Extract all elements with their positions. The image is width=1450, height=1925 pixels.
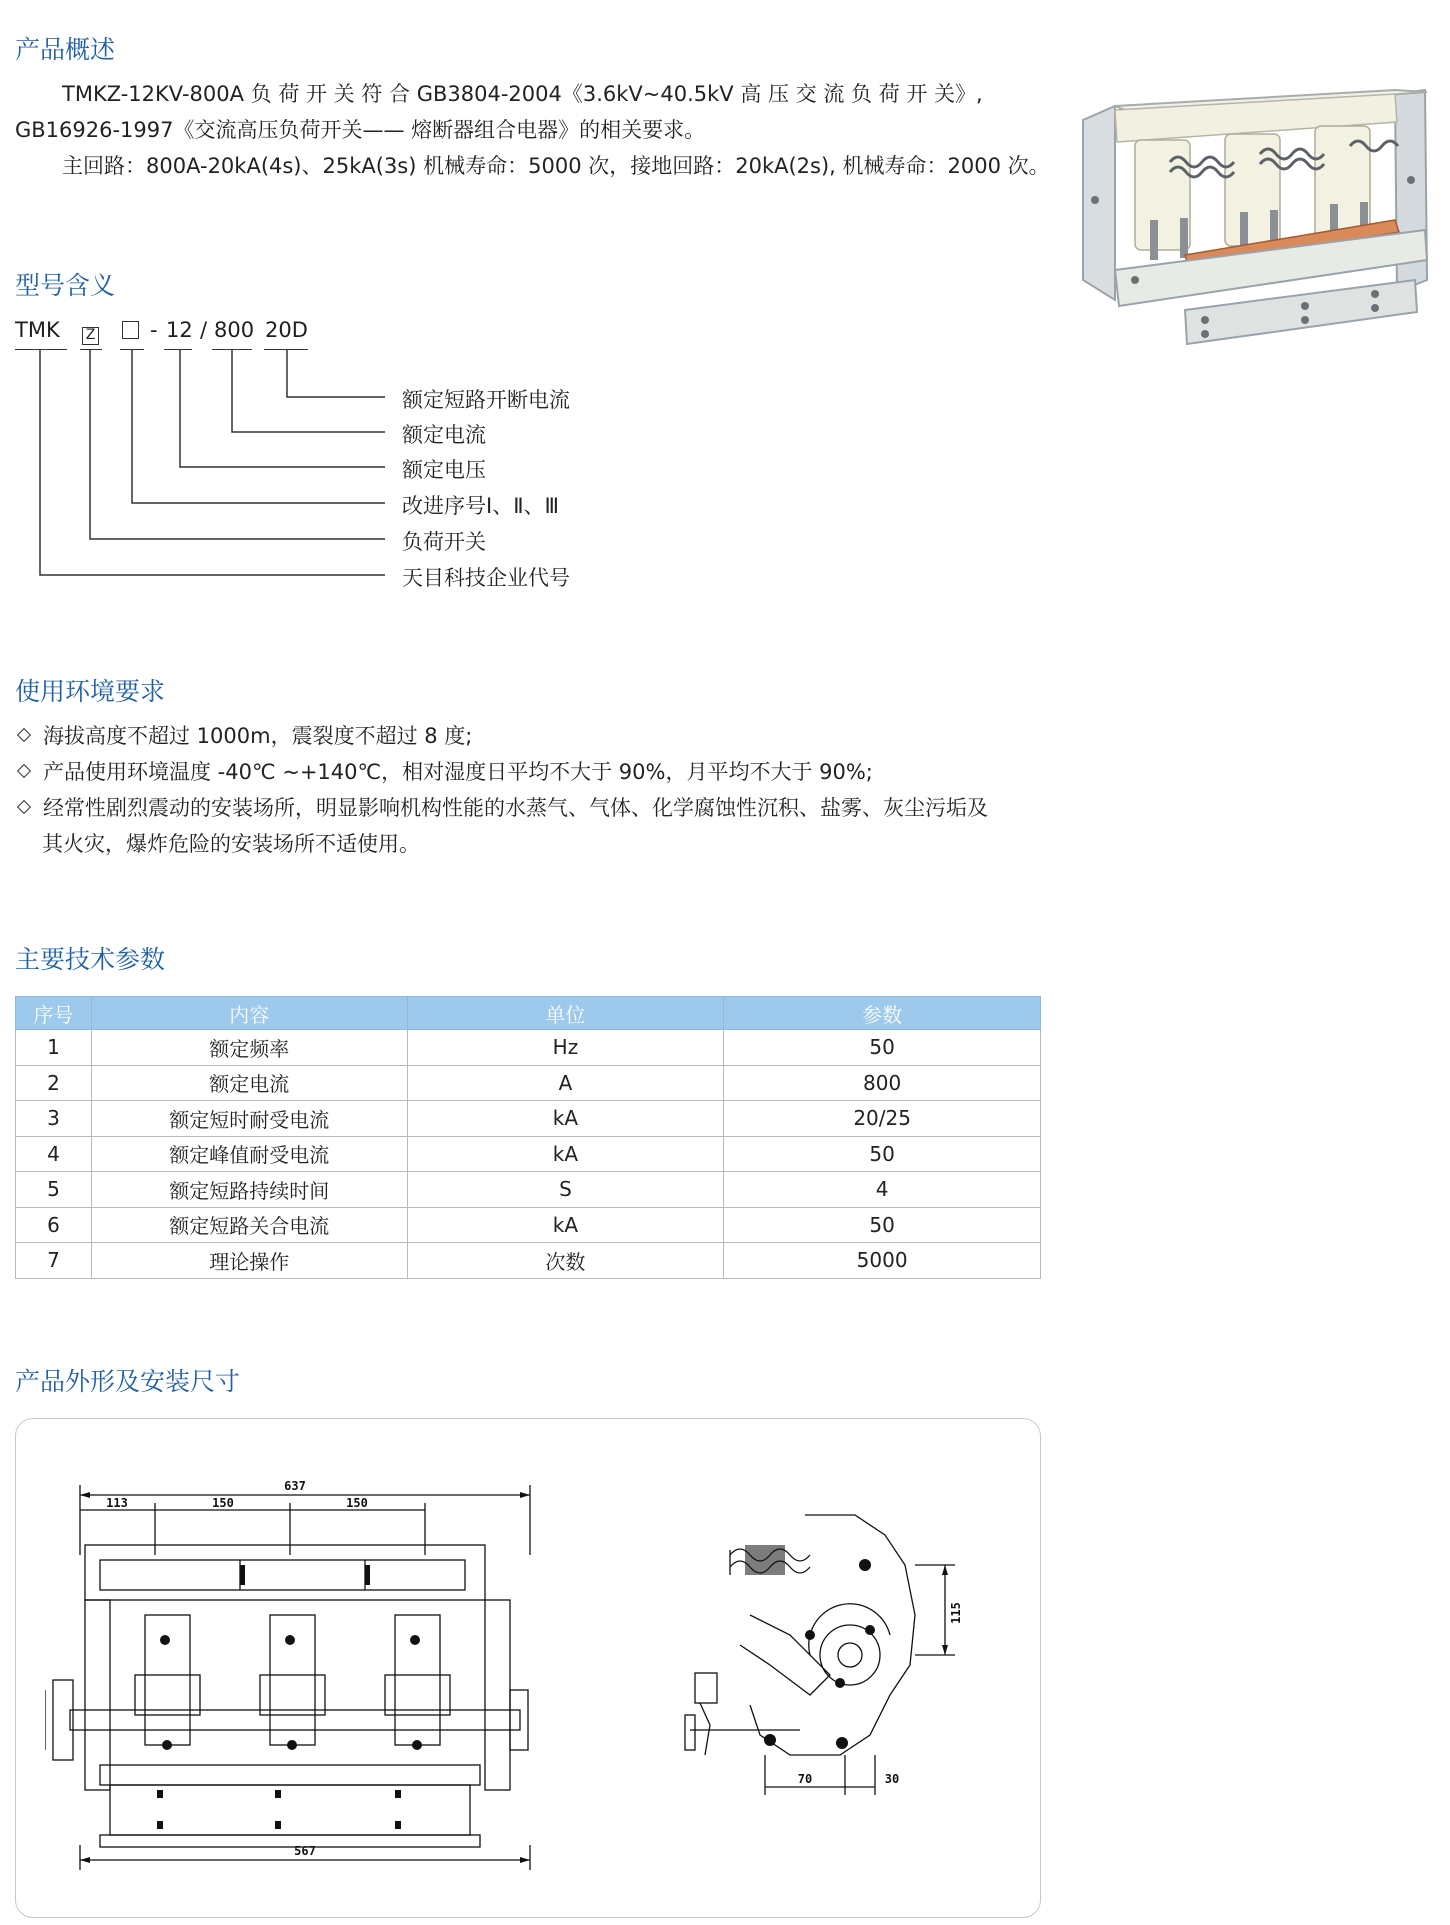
code-breaking: 20D — [265, 318, 308, 342]
overview-title: 产品概述 — [15, 35, 116, 64]
table-row: 2 额定电流 A 800 — [16, 1065, 1041, 1101]
header-content: 内容 — [91, 997, 407, 1030]
model-title: 型号含义 — [15, 271, 116, 300]
code-prefix: TMK — [15, 318, 60, 342]
table-row: 6 额定短路关合电流 kA 50 — [16, 1207, 1041, 1243]
overview-line-2: GB16926-1997《交流高压负荷开关—— 熔断器组合电器》的相关要求。 — [15, 118, 706, 142]
dim-side-right: 30 — [884, 1772, 900, 1786]
overview-line-1: TMKZ-12KV-800A 负 荷 开 关 符 合 GB3804-2004《3.6kV~40.5kV 高 压 交 流 负 荷 开 关》, — [62, 82, 983, 106]
header-index: 序号 — [16, 997, 92, 1030]
code-type-box: Z — [82, 318, 99, 345]
legend-load-switch: 负荷开关 — [402, 530, 486, 554]
params-title: 主要技术参数 — [15, 945, 166, 974]
dim-overall-top: 637 — [284, 1479, 306, 1493]
params-table — [15, 996, 1041, 1279]
dim-pitch-1: 150 — [212, 1496, 234, 1510]
legend-breaking-current: 额定短路开断电流 — [402, 388, 570, 412]
table-row: 5 额定短路持续时间 S 4 — [16, 1172, 1041, 1208]
environment-item-1: 海拔高度不超过 1000m，震裂度不超过 8 度; — [15, 718, 472, 754]
params-header-row — [16, 997, 1041, 1030]
table-row: 1 额定频率 Hz 50 — [16, 1030, 1041, 1066]
dim-left-offset: 113 — [106, 1496, 128, 1510]
front-view-drawing — [45, 1465, 545, 1895]
table-row: 3 额定短时耐受电流 kA 20/25 — [16, 1101, 1041, 1137]
environment-item-3-cont: 其火灾，爆炸危险的安装场所不适使用。 — [42, 832, 420, 856]
environment-item-3: 经常性剧烈震动的安装场所，明显影响机构性能的水蒸气、气体、化学腐蚀性沉积、盐雾、灰尘污垢及 — [15, 790, 988, 826]
code-dash: - — [150, 318, 158, 342]
dim-pitch-2: 150 — [346, 1496, 368, 1510]
dimensions-title: 产品外形及安装尺寸 — [15, 1367, 241, 1396]
legend-company-code: 天目科技企业代号 — [402, 566, 570, 590]
dim-overall-bottom: 567 — [294, 1844, 316, 1858]
legend-serial: 改进序号Ⅰ、Ⅱ、Ⅲ — [402, 494, 560, 518]
code-serial-box — [122, 318, 139, 342]
environment-title: 使用环境要求 — [15, 677, 166, 706]
product-photo — [1075, 80, 1435, 355]
dim-side-height: 115 — [949, 1602, 963, 1624]
table-row: 7 理论操作 次数 5000 — [16, 1243, 1041, 1279]
environment-item-2: 产品使用环境温度 -40℃ ~+140℃，相对湿度日平均不大于 90%，月平均不大于 90%; — [15, 754, 873, 790]
code-slash: / — [200, 318, 208, 342]
code-current: 800 — [214, 318, 255, 342]
header-unit: 单位 — [407, 997, 724, 1030]
dim-side-left: 70 — [797, 1772, 813, 1786]
side-view-drawing — [670, 1505, 1010, 1835]
model-leader-lines — [0, 348, 400, 588]
legend-rated-voltage: 额定电压 — [402, 458, 486, 482]
code-voltage: 12 — [166, 318, 193, 342]
overview-line-3: 主回路：800A-20kA(4s)、25kA(3s) 机械寿命：5000 次，接地回路：20kA(2s), 机械寿命：2000 次。 — [62, 154, 1050, 178]
header-value: 参数 — [724, 997, 1041, 1030]
table-row: 4 额定峰值耐受电流 kA 50 — [16, 1136, 1041, 1172]
legend-rated-current: 额定电流 — [402, 423, 486, 447]
